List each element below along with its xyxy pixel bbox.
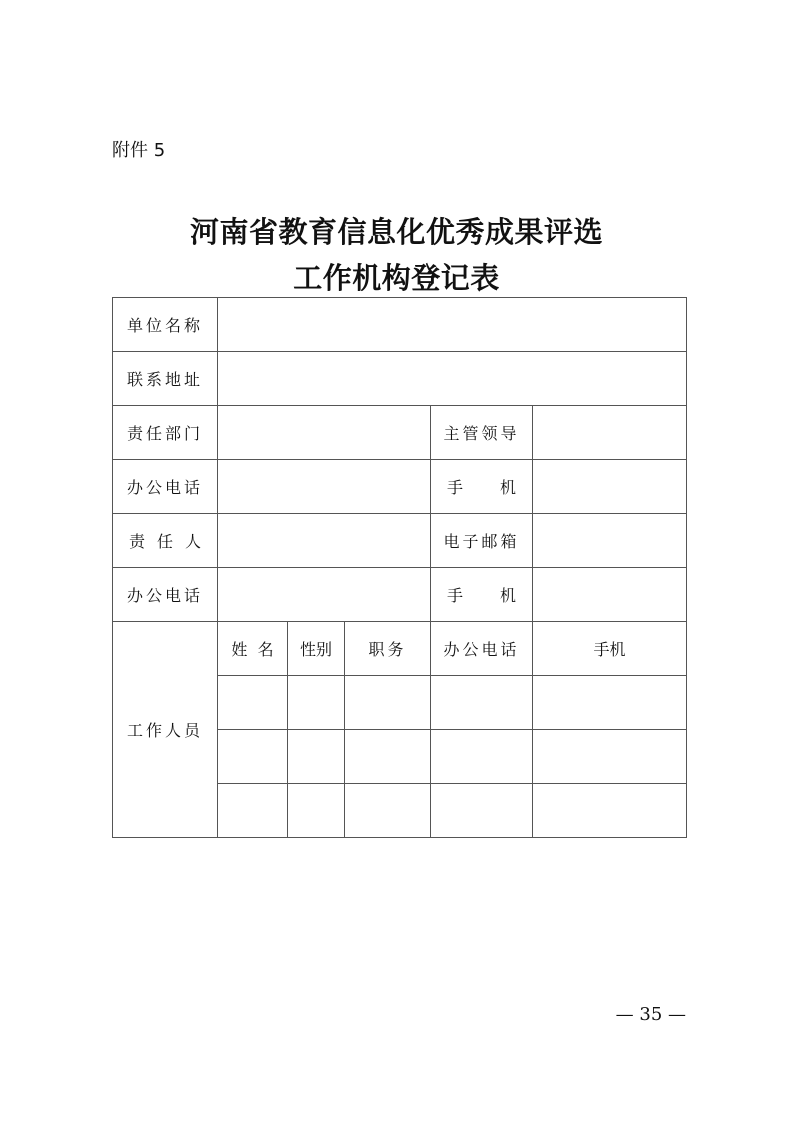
staff-name-cell[interactable]: [218, 784, 288, 838]
mobile-label-char: 手: [447, 478, 464, 497]
table-row: [113, 568, 687, 622]
staff-header-office-phone: 办公电话: [431, 622, 533, 676]
staff-gender-cell[interactable]: [288, 784, 345, 838]
staff-position-cell[interactable]: [345, 676, 431, 730]
staff-header-mobile: 手机: [533, 622, 687, 676]
staff-gender-cell[interactable]: [288, 730, 345, 784]
responsible-person-field[interactable]: [218, 514, 431, 568]
staff-mobile-cell[interactable]: [533, 730, 687, 784]
staff-name-cell[interactable]: [218, 730, 288, 784]
label-char: 任: [156, 532, 173, 551]
responsible-dept-field[interactable]: [218, 406, 431, 460]
table-row: [113, 352, 687, 406]
table-row: [113, 622, 687, 676]
staff-office-phone-cell[interactable]: [431, 730, 533, 784]
email-field[interactable]: [533, 514, 687, 568]
registration-table: [112, 297, 687, 838]
table-row: [113, 298, 687, 352]
unit-name-label: 单位名称: [113, 298, 218, 352]
responsible-dept-label: 责任部门: [113, 406, 218, 460]
staff-mobile-cell[interactable]: [533, 676, 687, 730]
office-phone-field-2[interactable]: [218, 568, 431, 622]
mobile-field-2[interactable]: [533, 568, 687, 622]
form-title-line1: 河南省教育信息化优秀成果评选: [189, 215, 603, 249]
contact-address-field[interactable]: [218, 352, 687, 406]
contact-address-label: 联系地址: [113, 352, 218, 406]
staff-header-position: 职务: [345, 622, 431, 676]
mobile-label: [431, 460, 533, 514]
mobile-label-char: 手: [447, 586, 464, 605]
staff-office-phone-cell[interactable]: [431, 676, 533, 730]
staff-header-gender: 性别: [288, 622, 345, 676]
staff-position-cell[interactable]: [345, 730, 431, 784]
staff-name-cell[interactable]: [218, 676, 288, 730]
attachment-label: 附件 5: [112, 140, 166, 161]
table-row: [113, 406, 687, 460]
table-row: [113, 514, 687, 568]
table-row: [113, 460, 687, 514]
leader-field[interactable]: [533, 406, 687, 460]
staff-office-phone-cell[interactable]: [431, 784, 533, 838]
label-char: 人: [184, 532, 201, 551]
email-label: 电子邮箱: [431, 514, 533, 568]
header-char: 姓: [231, 640, 248, 659]
mobile-label-char: 机: [499, 586, 516, 605]
page-number: — 35 —: [615, 1004, 686, 1025]
office-phone-label: 办公电话: [113, 460, 218, 514]
staff-position-cell[interactable]: [345, 784, 431, 838]
staff-header-name: [218, 622, 288, 676]
header-char: 名: [257, 640, 274, 659]
unit-name-field[interactable]: [218, 298, 687, 352]
label-char: 责: [129, 532, 146, 551]
mobile-label-2: [431, 568, 533, 622]
office-phone-label-2: 办公电话: [113, 568, 218, 622]
staff-gender-cell[interactable]: [288, 676, 345, 730]
staff-mobile-cell[interactable]: [533, 784, 687, 838]
leader-label: 主管领导: [431, 406, 533, 460]
form-title-line2: 工作机构登记表: [293, 261, 500, 295]
staff-label: 工作人员: [113, 622, 218, 838]
office-phone-field[interactable]: [218, 460, 431, 514]
responsible-person-label: [113, 514, 218, 568]
mobile-label-char: 机: [499, 478, 516, 497]
mobile-field[interactable]: [533, 460, 687, 514]
